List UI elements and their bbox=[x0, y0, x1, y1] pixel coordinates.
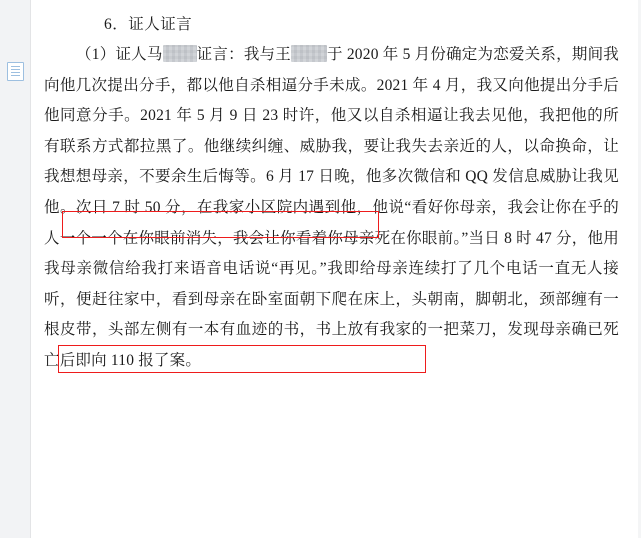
paragraph-part-a: （1）证人马 bbox=[76, 46, 163, 63]
paragraph-part-b: 证言：我与王 bbox=[196, 46, 291, 63]
redacted-name-witness bbox=[163, 45, 197, 62]
document-left-gutter bbox=[0, 0, 31, 538]
section-heading bbox=[44, 10, 625, 40]
section-heading-text: 6．证人证言 bbox=[104, 16, 193, 33]
testimony-paragraph bbox=[44, 40, 625, 377]
paragraph-part-c: 于 2020 年 5 月份确定为恋爱关系，期间我向他几次提出分手，都以他自杀相逼分手未成。2021 年 4 月，我又向他提出分手后他同意分手。2021 年 5 月 9 日 23 时许，他又以自杀相逼让我去见他，我把他的所有联系方式都拉黑了。他继续纠缠、威胁我，要让我失去亲近的人，以命换命，让我想想母亲，不要余生后悔等。6 月 17 日晚，他多次微信和 QQ 发信息威胁让我见他。次日 7 时 50 分，在我家小区院内遇到他，他说“看好你母亲，我会让你在乎的人一个一个在你眼前消失，我会让你看着你母亲死在你眼前。”当日 8 时 47 分，他用我母亲微信给我打来语音电话说“再见。”我即给母亲连续打了几个电话一直无人接听，便赶往家中，看到母亲在卧室面朝下爬在床上，头朝南，脚朝北，颈部缠有一根皮带，头部左侧有一本有血迹的书，书上放有我家的一把菜刀，发现母亲确已死亡后即向 110 报了案。 bbox=[44, 46, 620, 369]
document-outline-icon[interactable] bbox=[7, 62, 24, 81]
redacted-name-defendant bbox=[291, 45, 327, 62]
document-content bbox=[30, 0, 641, 538]
